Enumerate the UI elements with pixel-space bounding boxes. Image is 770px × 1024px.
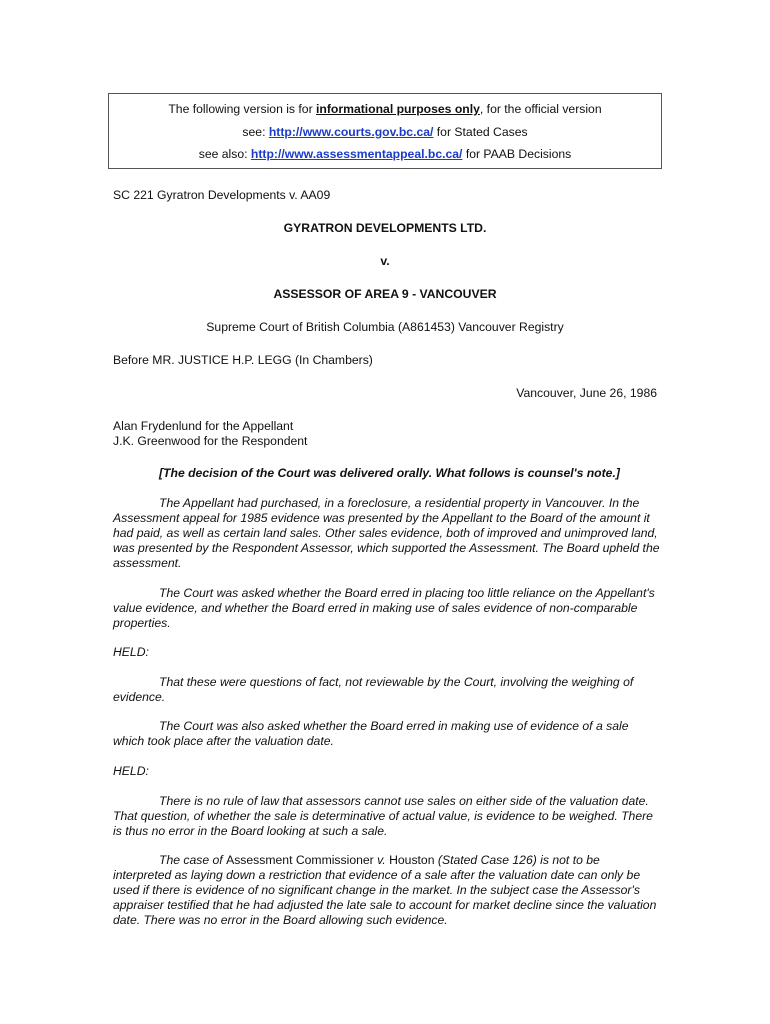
case-reference: SC 221 Gyratron Developments v. AA09 bbox=[113, 188, 331, 202]
counsel-appellant: Alan Frydenlund for the Appellant bbox=[113, 419, 294, 433]
informational-purposes-text: informational purposes only bbox=[316, 102, 480, 116]
decision-date: Vancouver, June 26, 1986 bbox=[516, 386, 657, 400]
informational-notice-box bbox=[108, 93, 662, 169]
case-name-commissioner: Assessment Commissioner bbox=[226, 853, 374, 867]
paragraph-3: That these were questions of fact, not reviewable by the Court, involving the weighing of evidence. bbox=[113, 675, 634, 704]
paragraph-4: The Court was also asked whether the Board erred in making use of evidence of a sale which took place after the valuation date. bbox=[113, 719, 629, 748]
held-label-2: HELD: bbox=[113, 764, 149, 778]
case-name-houston: Houston bbox=[389, 853, 435, 867]
assessment-appeal-link[interactable]: http://www.assessmentappeal.bc.ca/ bbox=[250, 147, 463, 161]
party-appellant: GYRATRON DEVELOPMENTS LTD. bbox=[283, 221, 487, 235]
notice-line-1: The following version is for informational purposes only, for the official version bbox=[168, 102, 602, 116]
notice-line-2: see: http://www.courts.gov.bc.ca/ for Stated Cases bbox=[242, 124, 528, 139]
paragraph-5: There is no rule of law that assessors cannot use sales on either side of the valuation date. That question, of whether the sale is determinative of actual value, is evidence to be weighed. There is thus no error in the Board looking at such a sale. bbox=[113, 794, 653, 838]
paragraph-2: The Court was asked whether the Board erred in placing too little reliance on the Appellant's value evidence, and whether the Board erred in making use of sales evidence of non-comparable properties. bbox=[113, 586, 655, 630]
paragraph-6: The case of Assessment Commissioner v. Houston (Stated Case 126) is not to be interpreted as laying down a restriction that evidence of a sale after the valuation date can only be used if there is evidence of no significant change in the market. In the subject case the Assessor's appraiser testified that he had adjusted the late sale to account for market decline since the valuation date. There was no error in the Board allowing such evidence. bbox=[113, 853, 657, 927]
notice-line-3: see also: http://www.assessmentappeal.bc.ca/ for PAAB Decisions bbox=[198, 147, 572, 161]
party-respondent: ASSESSOR OF AREA 9 - VANCOUVER bbox=[273, 287, 497, 301]
judge-line: Before MR. JUSTICE H.P. LEGG (In Chambers) bbox=[113, 353, 373, 367]
counsel-note: [The decision of the Court was delivered orally. What follows is counsel's note.] bbox=[159, 466, 620, 480]
held-label-1: HELD: bbox=[113, 645, 149, 659]
counsel-respondent: J.K. Greenwood for the Respondent bbox=[113, 434, 308, 448]
court-line: Supreme Court of British Columbia (A861453) Vancouver Registry bbox=[206, 320, 564, 334]
paragraph-1: The Appellant had purchased, in a foreclosure, a residential property in Vancouver. In the Assessment appeal for 1985 evidence was presented by the Appellant to the Board of the amount it had paid, as well as certain land sales. Other sales evidence, both of improved and unimproved land, was presented by the Respondent Assessor, which supported the Assessment. The Board upheld the assessment. bbox=[113, 496, 660, 570]
courts-link[interactable]: http://www.courts.gov.bc.ca/ bbox=[268, 124, 434, 139]
versus-label: v. bbox=[380, 254, 390, 268]
